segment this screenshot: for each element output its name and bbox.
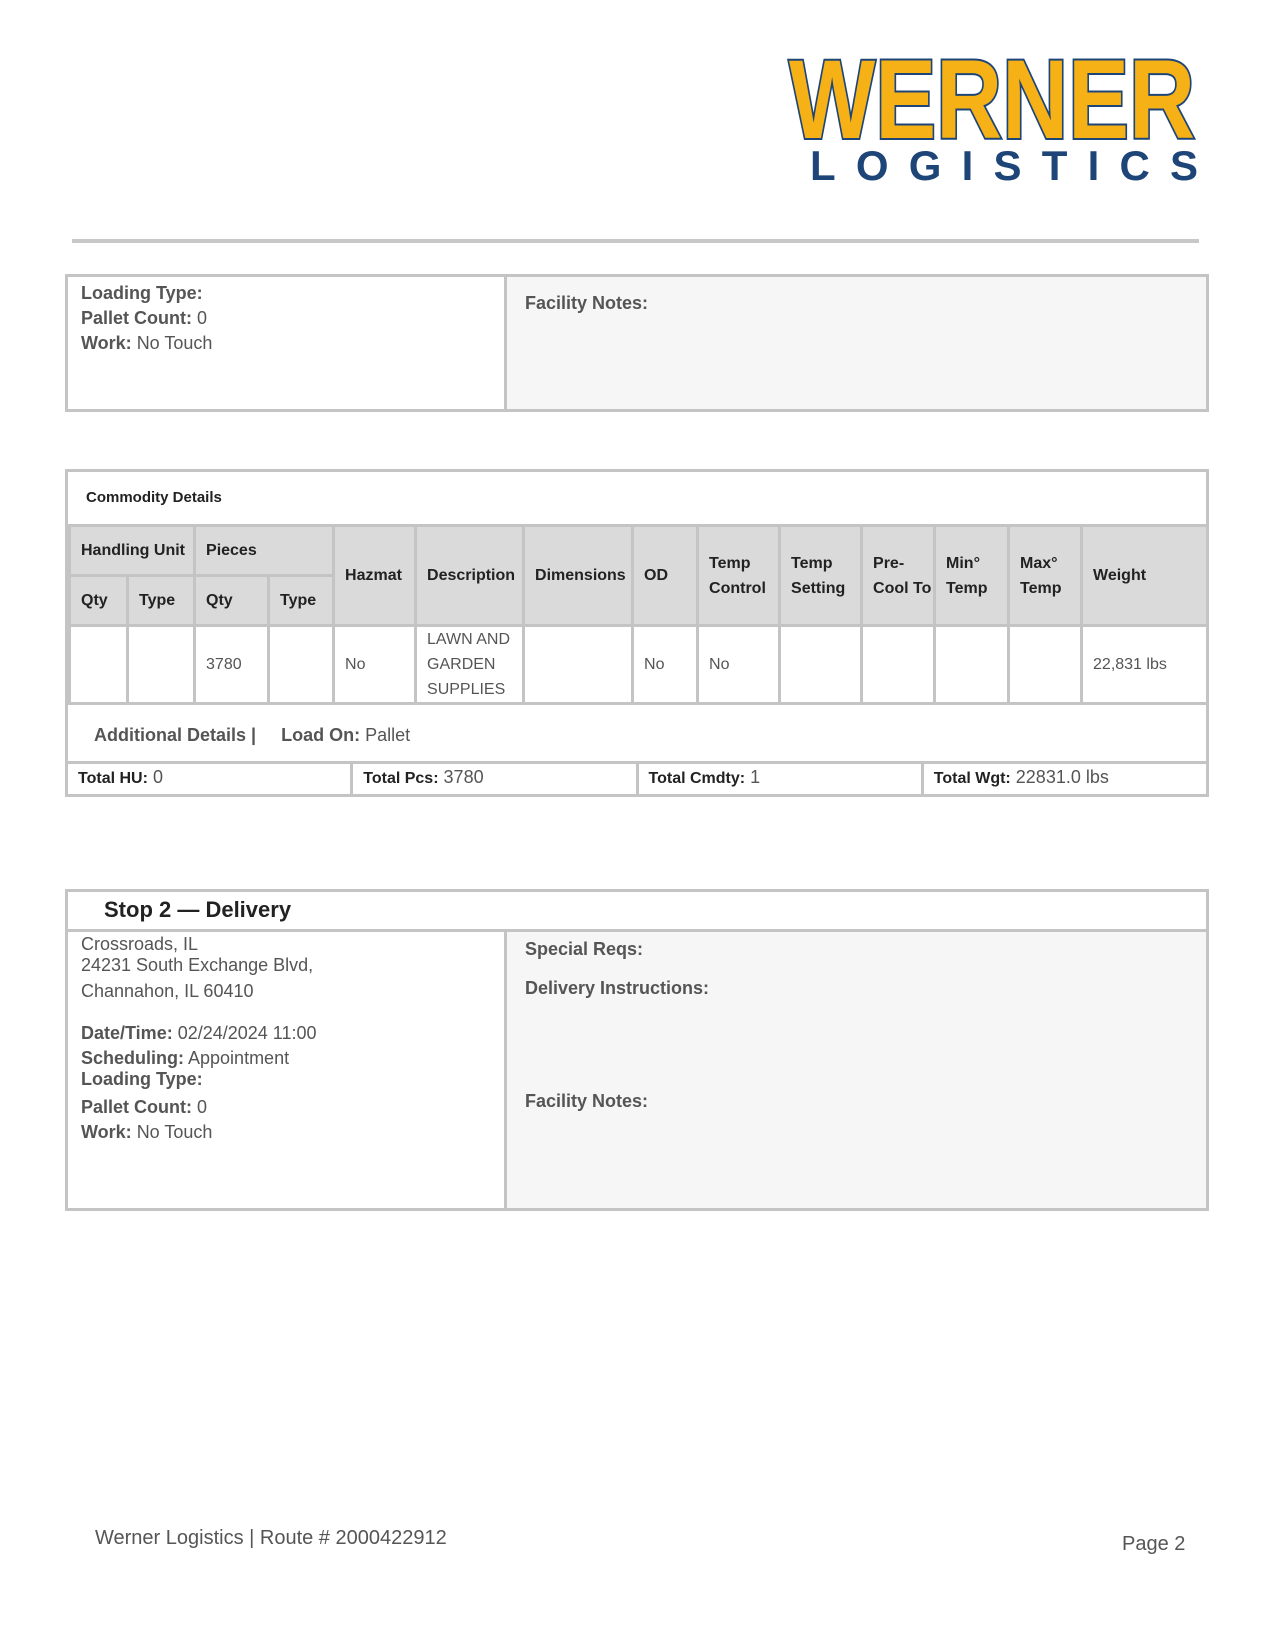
total-cmdty	[639, 764, 924, 797]
header-pieces: Pieces	[195, 526, 334, 576]
stop2-address-line1: 24231 South Exchange Blvd,	[81, 955, 314, 975]
header-pc-qty: Qty	[195, 576, 269, 626]
header-od: OD	[633, 526, 698, 626]
pallet-count-label: Pallet Count:	[81, 1097, 192, 1117]
header-hu-qty: Qty	[70, 576, 128, 626]
total-hu	[68, 764, 353, 797]
total-hu-value: 0	[152, 767, 163, 787]
work-value: No Touch	[136, 1122, 213, 1142]
stop2-loading-type-row	[81, 1067, 203, 1092]
header-pc-type: Type	[269, 576, 334, 626]
logo-subtitle: LOGISTICS	[810, 142, 1198, 189]
stop2-notes-panel	[507, 932, 1206, 1208]
cell-temp-setting	[780, 626, 862, 704]
cell-hu-type	[128, 626, 195, 704]
cell-description: LAWN AND GARDEN SUPPLIES	[416, 626, 524, 704]
loading-type-label: Loading Type:	[81, 283, 203, 303]
stop2-address-line2: Channahon, IL 60410	[81, 981, 254, 1001]
special-reqs-label: Special Reqs:	[525, 939, 644, 959]
total-cmdty-value: 1	[750, 767, 761, 787]
logo-wordmark: WERNER	[789, 40, 1195, 162]
scheduling-value: Appointment	[188, 1048, 290, 1068]
stop1-details-box	[65, 274, 1209, 412]
cell-weight: 22,831 lbs	[1082, 626, 1208, 704]
loading-type-row	[81, 281, 504, 306]
cell-hu-qty	[70, 626, 128, 704]
cell-min-temp	[935, 626, 1009, 704]
stop2-pallet-count-row	[81, 1095, 207, 1120]
cell-od: No	[633, 626, 698, 704]
header-description: Description	[416, 526, 524, 626]
pallet-count-value: 0	[197, 1097, 208, 1117]
stop2-box	[65, 889, 1209, 1211]
datetime-value: 02/24/2024 11:00	[177, 1023, 317, 1043]
header-min-temp: Min° Temp	[935, 526, 1009, 626]
cell-pre-cool	[862, 626, 935, 704]
total-pcs	[353, 764, 638, 797]
commodity-details-box	[65, 469, 1209, 797]
load-on-label: Load On:	[281, 725, 361, 745]
facility-notes-label: Facility Notes:	[525, 1091, 649, 1111]
stop2-location: Crossroads, IL	[81, 934, 199, 954]
cell-max-temp	[1009, 626, 1082, 704]
work-value: No Touch	[136, 333, 213, 353]
work-label: Work:	[81, 333, 132, 353]
header-handling-unit: Handling Unit	[70, 526, 195, 576]
commodity-details-title: Commodity Details	[86, 489, 222, 506]
cell-temp-control: No	[698, 626, 780, 704]
header-hazmat: Hazmat	[334, 526, 416, 626]
header-pre-cool: Pre-Cool To	[862, 526, 935, 626]
header-max-temp: Max° Temp	[1009, 526, 1082, 626]
total-wgt-label: Total Wgt:	[933, 770, 1011, 787]
total-pcs-label: Total Pcs:	[363, 770, 439, 787]
facility-notes-label: Facility Notes:	[525, 293, 649, 313]
header-weight: Weight	[1082, 526, 1208, 626]
stop1-info-panel	[68, 277, 507, 409]
header-temp-setting: Temp Setting	[780, 526, 862, 626]
loading-type-label: Loading Type:	[81, 1069, 203, 1089]
cell-dimensions	[524, 626, 633, 704]
footer-route: Werner Logistics | Route # 2000422912	[95, 1527, 447, 1549]
total-pcs-value: 3780	[443, 767, 484, 787]
commodity-table	[68, 524, 1209, 705]
stop2-info-panel	[68, 932, 507, 1208]
cell-hazmat: No	[334, 626, 416, 704]
work-label: Work:	[81, 1122, 132, 1142]
stop2-datetime-row	[81, 1021, 317, 1046]
table-row	[70, 626, 1208, 704]
table-header-row	[70, 526, 1208, 576]
datetime-label: Date/Time:	[81, 1023, 173, 1043]
scheduling-label: Scheduling:	[81, 1048, 184, 1068]
cell-pc-type	[269, 626, 334, 704]
header-hu-type: Type	[128, 576, 195, 626]
cell-pc-qty: 3780	[195, 626, 269, 704]
header-dimensions: Dimensions	[524, 526, 633, 626]
stop2-heading: Stop 2 — Delivery	[68, 892, 1206, 932]
pallet-count-value: 0	[197, 308, 208, 328]
total-wgt	[924, 764, 1206, 797]
additional-details-label: Additional Details |	[94, 725, 257, 745]
pallet-count-label: Pallet Count:	[81, 308, 192, 328]
total-hu-label: Total HU:	[78, 770, 148, 787]
total-cmdty-label: Total Cmdty:	[648, 770, 746, 787]
work-row	[81, 331, 504, 356]
footer-page-number: Page 2	[1122, 1533, 1186, 1555]
total-wgt-value: 22831.0 lbs	[1015, 767, 1109, 787]
additional-details-row	[68, 709, 1206, 764]
header-divider	[72, 239, 1199, 243]
werner-logistics-logo	[782, 40, 1202, 190]
load-on-value: Pallet	[365, 725, 411, 745]
pallet-count-row	[81, 306, 504, 331]
stop2-work-row	[81, 1120, 212, 1145]
stop1-notes-panel	[507, 277, 1206, 409]
header-temp-control: Temp Control	[698, 526, 780, 626]
totals-row	[68, 764, 1206, 797]
delivery-instructions-label: Delivery Instructions:	[525, 978, 710, 998]
